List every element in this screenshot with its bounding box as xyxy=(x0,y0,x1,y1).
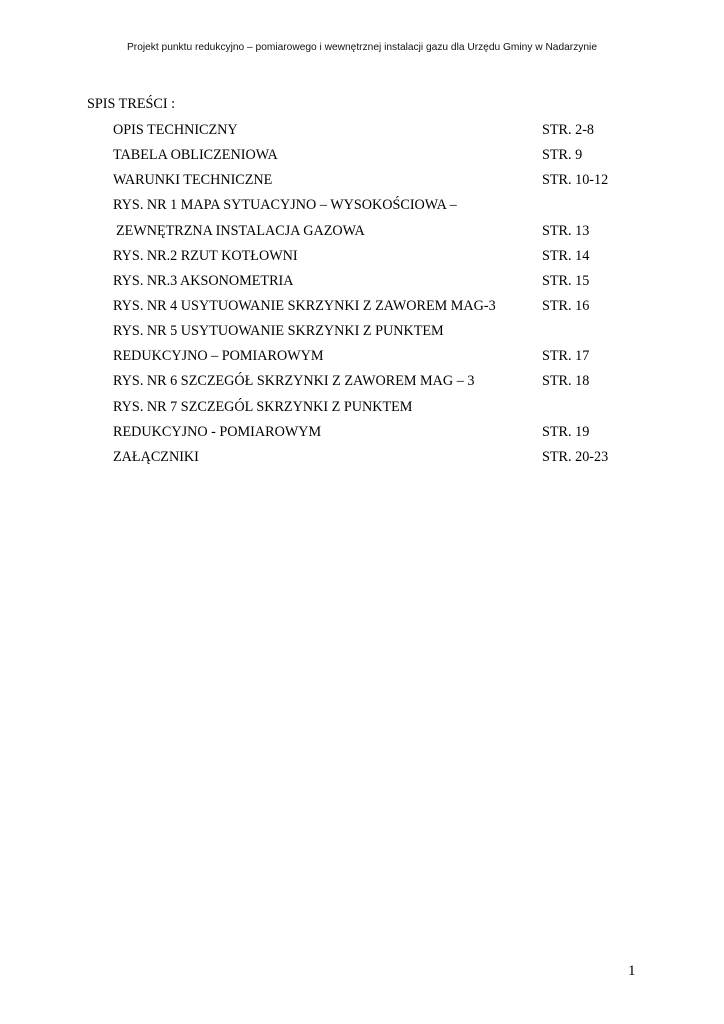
toc-entry-label: REDUKCYJNO – POMIAROWYM xyxy=(113,348,324,364)
toc-row xyxy=(0,449,724,469)
toc-entry-label: RYS. NR 1 MAPA SYTUACYJNO – WYSOKOŚCIOWA – xyxy=(113,197,457,213)
toc-row xyxy=(0,122,724,142)
toc-entry-label: RYS. NR 6 SZCZEGÓŁ SKRZYNKI Z ZAWOREM MAG – 3 xyxy=(113,373,475,389)
toc-row xyxy=(0,373,724,393)
toc-entry-page: STR. 14 xyxy=(542,248,590,264)
toc-entry-page: STR. 20-23 xyxy=(542,449,609,465)
toc-entry-label: REDUKCYJNO - POMIAROWYM xyxy=(113,424,322,440)
toc-row xyxy=(0,223,724,243)
toc-entry-page: STR. 10-12 xyxy=(542,172,609,188)
toc-row xyxy=(0,399,724,419)
toc-entry-label: OPIS TECHNICZNY xyxy=(113,122,238,138)
toc-title: SPIS TREŚCI : xyxy=(87,96,176,112)
toc-entry-label: ZAŁĄCZNIKI xyxy=(113,449,199,465)
toc-entry-page: STR. 9 xyxy=(542,147,583,163)
toc-row xyxy=(0,147,724,167)
toc-entry-label: ZEWNĘTRZNA INSTALACJA GAZOWA xyxy=(116,223,365,239)
toc-row xyxy=(0,348,724,368)
toc-entry-page: STR. 16 xyxy=(542,298,590,314)
toc-entry-label: TABELA OBLICZENIOWA xyxy=(113,147,278,163)
toc-entry-label: RYS. NR.3 AKSONOMETRIA xyxy=(113,273,294,289)
toc-entry-page: STR. 15 xyxy=(542,273,590,289)
toc-row xyxy=(0,424,724,444)
toc-row xyxy=(0,273,724,293)
toc-entry-page: STR. 13 xyxy=(542,223,590,239)
toc-row xyxy=(0,323,724,343)
page-header: Projekt punktu redukcyjno – pomiarowego i wewnętrznej instalacji gazu dla Urzędu Gminy w Nadarzynie xyxy=(127,42,597,53)
toc-row xyxy=(0,298,724,318)
toc-entry-page: STR. 17 xyxy=(542,348,590,364)
page-number: 1 xyxy=(628,963,636,979)
toc-entry-label: RYS. NR 4 USYTUOWANIE SKRZYNKI Z ZAWOREM MAG-3 xyxy=(113,298,496,314)
toc-entry-page: STR. 2-8 xyxy=(542,122,595,138)
toc-row xyxy=(0,197,724,217)
toc-entry-label: RYS. NR 5 USYTUOWANIE SKRZYNKI Z PUNKTEM xyxy=(113,323,444,339)
toc-entry-page: STR. 19 xyxy=(542,424,590,440)
toc-entry-page: STR. 18 xyxy=(542,373,590,389)
toc-row xyxy=(0,172,724,192)
toc-row xyxy=(0,248,724,268)
toc-entry-label: RYS. NR 7 SZCZEGÓL SKRZYNKI Z PUNKTEM xyxy=(113,399,413,415)
toc-entry-label: RYS. NR.2 RZUT KOTŁOWNI xyxy=(113,248,298,264)
toc-entry-label: WARUNKI TECHNICZNE xyxy=(113,172,273,188)
